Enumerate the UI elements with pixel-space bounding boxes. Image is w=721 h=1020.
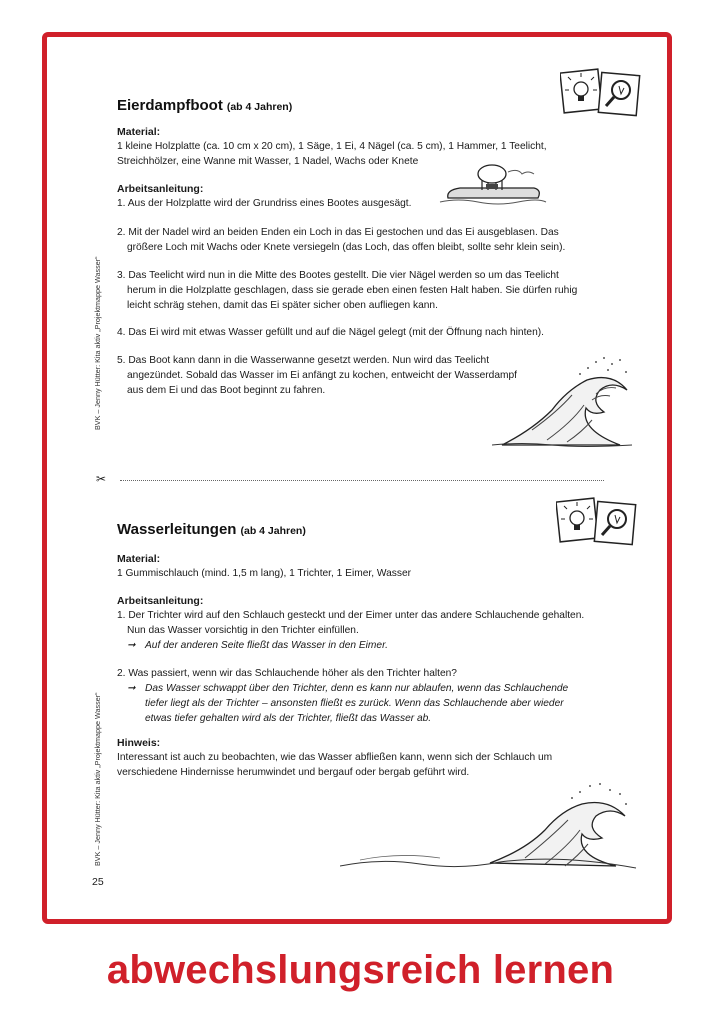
section2-title: Wasserleitungen (ab 4 Jahren) (117, 521, 306, 538)
lightbulb-icon (556, 498, 598, 542)
hint-text: Interessant ist auch zu beobachten, wie das Wasser abfließen kann, wenn sich der Schlauch um verschiedene Hindernisse herumwindet und bergauf oder bergab geführt wird. (117, 752, 553, 778)
step-3: 3. Das Teelicht wird nun in die Mitte des Bootes gestellt. Die vier Nägel werden so um das Teelicht herum in die Holzplatte geschlagen, dass sie gerade eben einen festen Halt haben. Sie dürfen ruhig leicht schräg stehen, damit das Ei später sicher oben aufliegen kann. (117, 270, 578, 311)
scissors-icon: ✂ (96, 472, 107, 486)
footer-tagline: abwechslungsreich lernen (106, 948, 615, 992)
section2-material-heading: Material: (117, 553, 161, 565)
side-credit-1: BVK – Jenny Hütter: Kita aktiv „Projektmappe Wasser“ (93, 256, 102, 430)
section1-material-heading: Material: (117, 126, 161, 138)
section1-title: Eierdampfboot (ab 4 Jahren) (117, 97, 293, 114)
magnifier-icon (594, 501, 635, 544)
wave-illustration-2 (340, 778, 640, 873)
section2-material-text: 1 Gummischlauch (mind. 1,5 m lang), 1 Trichter, 1 Eimer, Wasser (117, 568, 412, 579)
section2-instructions-heading: Arbeitsanleitung: (117, 595, 204, 607)
page-number: 25 (92, 876, 104, 888)
lightbulb-icon (560, 69, 602, 113)
step-4: 4. Das Ei wird mit etwas Wasser gefüllt und auf die Nägel gelegt (mit der Öffnung nach hinten). (117, 327, 544, 338)
step-1: 1. Aus der Holzplatte wird der Grundriss eines Bootes ausgesägt. (117, 198, 412, 209)
cut-line (120, 480, 604, 481)
magnifier-icon (598, 72, 639, 115)
water-step-1-result: Auf der anderen Seite fließt das Wasser in den Eimer. (145, 640, 388, 651)
section1-instructions-heading: Arbeitsanleitung: (117, 183, 204, 195)
wave-illustration (492, 350, 637, 450)
experiment-icons-2 (556, 497, 638, 549)
arrow-icon: ➞ (127, 683, 136, 694)
section1-material-text: 1 kleine Holzplatte (ca. 10 cm x 20 cm), 1 Säge, 1 Ei, 4 Nägel (ca. 5 cm), 1 Hammer, 1 Teelicht, Streichhölzer, eine Wanne mit Wasser, 1 Nadel, Wachs oder Knete (117, 141, 547, 167)
side-credit-2: BVK – Jenny Hütter: Kita aktiv „Projektmappe Wasser“ (93, 692, 102, 866)
step-2: 2. Mit der Nadel wird an beiden Enden ein Loch in das Ei gestochen und das Ei ausgeblasen. Das größere Loch mit Wachs oder Knete versiegeln (das Loch, das offen bleibt, sollte sehr klein sein). (117, 227, 566, 253)
hint-heading: Hinweis: (117, 737, 161, 749)
arrow-icon: ➞ (127, 640, 136, 651)
water-step-1: 1. Der Trichter wird auf den Schlauch gesteckt und der Eimer unter das andere Schlauchende gehalten. Nun das Wasser vorsichtig in den Trichter einfüllen. ➞ Auf der anderen Seite fließt das Wasser in den Eimer. (117, 610, 585, 651)
water-step-2-result-line1: Das Wasser schwappt über den Trichter, denn es kann nur ablaufen, wenn das Schlauchende (145, 683, 569, 694)
experiment-icons (560, 68, 642, 120)
water-step-2: 2. Was passiert, wenn wir das Schlauchende höher als den Trichter halten? ➞ Das Wasser schwappt über den Trichter, denn es kann nur ablaufen, wenn das Schlauchende tiefer liegt als der Trichter – ansonsten fließt es zurück. Wenn das Schlauchende aber wieder etwas tiefer gehalten wird als der Trichter, fließt das Wasser ab. (117, 668, 569, 724)
step-5: 5. Das Boot kann dann in die Wasserwanne gesetzt werden. Nun wird das Teelicht angezündet. Sobald das Wasser im Ei anfängt zu kochen, entweicht der Wasserdampf aus dem Ei und das Boot beginnt zu fahren. (117, 355, 517, 396)
egg-boat-illustration (438, 160, 548, 208)
